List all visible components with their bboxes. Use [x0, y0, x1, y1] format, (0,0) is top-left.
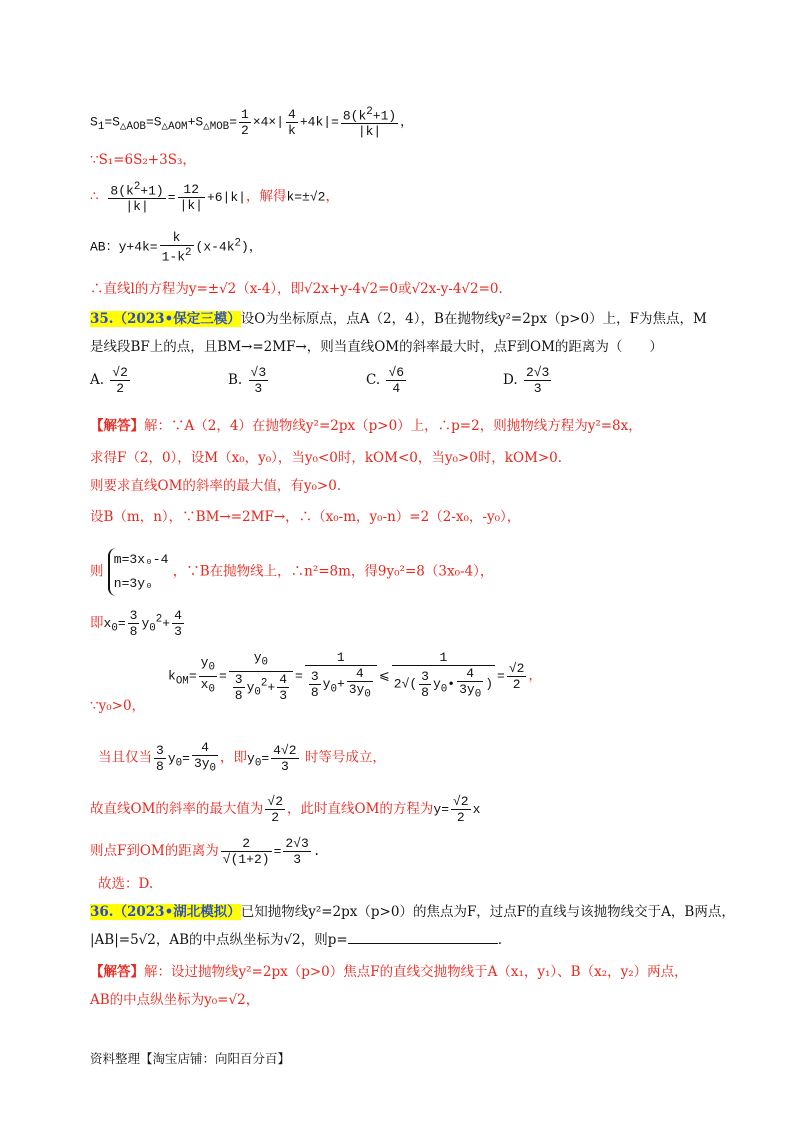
q35-number: 35.: [90, 311, 114, 327]
q36-stem-line1: 已知抛物线y²=2px（p>0）的焦点为F，过点F的直线与该抛物线交于A，B两点，: [240, 904, 735, 920]
answer-blank[interactable]: [348, 930, 498, 944]
q35-stem-line2: 是线段BF上的点，且BM→=2MF→，则当直线OM的斜率最大时，点F到OM的距离为（ ）: [90, 339, 663, 355]
q35-solution-4: 设B（m，n），∵BM→=2MF→，∴（x₀-m，y₀-n）=2（2-x₀，-y₀），: [90, 509, 521, 525]
condition-line: ∵S₁=6S₂+3S₃，: [90, 152, 196, 168]
q36-solution-1: 【解答】解：设过抛物线y²=2px（p>0）焦点F的直线交抛物线于A（x₁，y₁）、B（x₂，y₂）两点，: [90, 964, 688, 980]
max-slope: 故直线OM的斜率的最大值为 $\frac{√2}{2}$ ，此时直线OM的方程为y= $\frac{√2}{2}$ x: [90, 794, 481, 826]
q35-solution-3: 则要求直线OM的斜率的最大值，有y₀>0.: [90, 478, 342, 494]
q35-stem-line1: 设O为坐标原点，点A（2，4），B在抛物线y²=2px（p>0）上，F为焦点，M: [240, 311, 707, 327]
q35-stem: [90, 309, 707, 329]
q35-system: 则 m=3x₀-4 n=3y₀ ，∵B在抛物线上，∴n²=8m，得9y₀²=8（3x₀-4），: [90, 548, 493, 596]
option-b[interactable]: B. $\frac{√3}{3}$: [228, 365, 267, 396]
distance-line: 则点F到OM的距离为 $\frac{2}{√(1+2)}$ = $\frac{2√3}{3}$ .: [90, 836, 321, 867]
option-a[interactable]: A. $\frac{√2}{2}$: [90, 365, 128, 396]
q36-stem-line2: |AB|=5√2，AB的中点纵坐标为√2，则p= .: [90, 932, 502, 948]
kom-formula: $k_{OM}=$ $\frac{y_0}{x_0}$ = $y_0$ $\frac{3}{8}$ $y_0^2+$ $\frac{4}{3}$ = 1 $\frac{3}{8}$ $y_0+$ $\frac{4}{3y_0}$ ⩽ 1 2√( $\frac{3}{8}$ $y_0•$ $\frac{4}{3y_0}$ ) = $\frac{√2}{2}$ ，: [168, 650, 542, 703]
footer-note: 资料整理【淘宝店铺：向阳百分百】: [90, 1051, 291, 1066]
q35-answer: 故选：D.: [98, 876, 154, 892]
conclusion-line: ∴直线l的方程为y=±√2（x-4），即√2x+y-4√2=0或√2x-y-4√2=0.: [90, 281, 503, 297]
q35-solution-2: 求得F（2，0），设M（x₀，y₀），当y₀<0时，kOM<0，当y₀>0时，kOM>0.: [90, 450, 563, 466]
q36-number: 36.: [90, 904, 114, 920]
equation-line: ∴ $\frac{8(k^2+1)}{|k|}$ = $\frac{12}{|k|}$ +6|k|，解得k=±√2，: [90, 181, 339, 215]
q35-source: （2023•保定三模）: [113, 311, 241, 327]
y0-positive: ∵y₀>0，: [90, 698, 146, 714]
q36-solution-2: AB的中点纵坐标为y₀=√2，: [90, 992, 260, 1008]
q35-solution-6: 即$x_0=$ $\frac{3}{8}$ $y_0^2+$ $\frac{4}{3}$: [90, 608, 182, 639]
ab-line: AB：y+4k= $\frac{k}{1-k^2}$ $(x-4k^2)$，: [90, 230, 262, 265]
option-d[interactable]: D. $\frac{2√3}{3}$: [503, 365, 550, 396]
q35-solution-1: 【解答】解：∵A（2，4）在抛物线y²=2px（p>0）上，∴p=2，则抛物线方程为y²=8x，: [90, 418, 642, 434]
q36-source: （2023•湖北模拟）: [113, 904, 241, 920]
s1-formula: $S_1=S_{\triangle AOB}=S_{\triangle AOM}+S_{\triangle MOB}=$ $\frac{1}{2}$ ×4×| $\frac{4}{k}$ +4k|= $\frac{8(k^2+1)}{|k|}$ ，: [90, 106, 414, 140]
q36-stem: [90, 902, 735, 922]
option-c[interactable]: C. $\frac{√6}{4}$: [366, 365, 405, 396]
equality-case: 当且仅当 $\frac{3}{8}$ $y_0=$ $\frac{4}{3y_0}$ ，即$y_0=$ $\frac{4√2}{3}$ 时等号成立，: [98, 740, 386, 775]
